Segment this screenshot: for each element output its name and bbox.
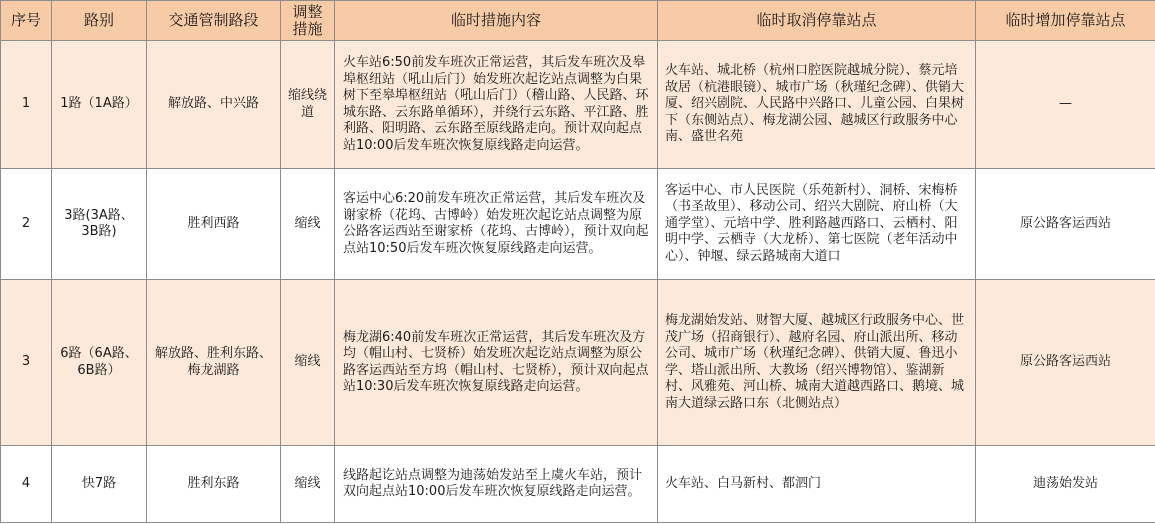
cell-route: 1路（1A路） xyxy=(52,41,147,169)
cell-seq: 4 xyxy=(1,446,52,523)
table-row xyxy=(1,280,1155,446)
cell-cancel-stops: 梅龙湖始发站、财智大厦、越城区行政服务中心、世茂广场（招商银行）、越府名园、府山派出所、移动公司、城市广场（秋瑾纪念碑）、供销大厦、鲁迅小学、塔山派出所、大教场（绍兴博物馆）、鉴湖新村、风雅苑、河山桥、城南大道越西路口、鹅境、城南大道绿云路口东（北侧站点） xyxy=(658,280,976,446)
table-row xyxy=(1,41,1155,169)
cell-seq: 3 xyxy=(1,280,52,446)
cell-cancel-stops: 客运中心、市人民医院（乐苑新村）、洞桥、宋梅桥（书圣故里）、移动公司、绍兴大剧院、府山桥（大通学堂）、元培中学、胜利路越西路口、云栖村、阳明中学、云栖寺（大龙桥）、第七医院（老年活动中心）、钟堰、绿云路城南大道口 xyxy=(658,169,976,280)
cell-section: 胜利西路 xyxy=(147,169,281,280)
cell-measure: 缩线 xyxy=(281,446,335,523)
cell-content: 火车站6:50前发车班次正常运营，其后发车班次及皋埠枢纽站（吼山后门）始发班次起讫站点调整为白果树下至皋埠枢纽站（吼山后门）（稽山路、人民路、环城东路、云东路单循环），并绕行云东路、平江路、胜利路、阳明路、云东路至原线路走向。预计双向起点站10:00后发车班次恢复原线路走向运营。 xyxy=(335,41,658,169)
cell-route: 3路(3A路、3B路) xyxy=(52,169,147,280)
header-section: 交通管制路段 xyxy=(147,1,281,41)
cell-content: 线路起讫站点调整为迪荡始发站至上虞火车站，预计双向起点站10:00后发车班次恢复原线路走向运营。 xyxy=(335,446,658,523)
cell-section: 胜利东路 xyxy=(147,446,281,523)
header-measure: 调整措施 xyxy=(281,1,335,41)
cell-cancel-stops: 火车站、白马新村、都泗门 xyxy=(658,446,976,523)
header-add: 临时增加停靠站点 xyxy=(976,1,1155,41)
cell-cancel-stops: 火车站、城北桥（杭州口腔医院越城分院）、蔡元培故居（杭港眼镜）、城市广场（秋瑾纪念碑）、供销大厦、绍兴剧院、人民路中兴路口、儿童公园、白果树下（东侧站点）、梅龙湖公园、越城区行政服务中心南、盛世名苑 xyxy=(658,41,976,169)
table-row xyxy=(1,446,1155,523)
cell-section: 解放路、胜利东路、梅龙湖路 xyxy=(147,280,281,446)
cell-measure: 缩线 xyxy=(281,169,335,280)
header-seq: 序号 xyxy=(1,1,52,41)
table-row xyxy=(1,169,1155,280)
header-cancel: 临时取消停靠站点 xyxy=(658,1,976,41)
cell-add-stops: — xyxy=(976,41,1155,169)
cell-seq: 1 xyxy=(1,41,52,169)
header-content: 临时措施内容 xyxy=(335,1,658,41)
cell-measure: 缩线 xyxy=(281,280,335,446)
cell-measure: 缩线绕道 xyxy=(281,41,335,169)
table-header-row xyxy=(1,1,1155,41)
cell-seq: 2 xyxy=(1,169,52,280)
cell-content: 梅龙湖6:40前发车班次正常运营，其后发车班次及方均（帽山村、七贤桥）始发班次起讫站点调整为原公路客运西站至方坞（帽山村、七贤桥），预计双向起点站10:30后发车班次恢复原线路走向运营。 xyxy=(335,280,658,446)
cell-content: 客运中心6:20前发车班次正常运营，其后发车班次及谢家桥（花坞、古博岭）始发班次起讫站点调整为原公路客运西站至谢家桥（花坞、古博岭），预计双向起点站10:50后发车班次恢复原线路走向运营。 xyxy=(335,169,658,280)
cell-add-stops: 原公路客运西站 xyxy=(976,280,1155,446)
cell-add-stops: 迪荡始发站 xyxy=(976,446,1155,523)
header-route: 路别 xyxy=(52,1,147,41)
cell-route: 快7路 xyxy=(52,446,147,523)
cell-section: 解放路、中兴路 xyxy=(147,41,281,169)
cell-add-stops: 原公路客运西站 xyxy=(976,169,1155,280)
cell-route: 6路（6A路、6B路） xyxy=(52,280,147,446)
